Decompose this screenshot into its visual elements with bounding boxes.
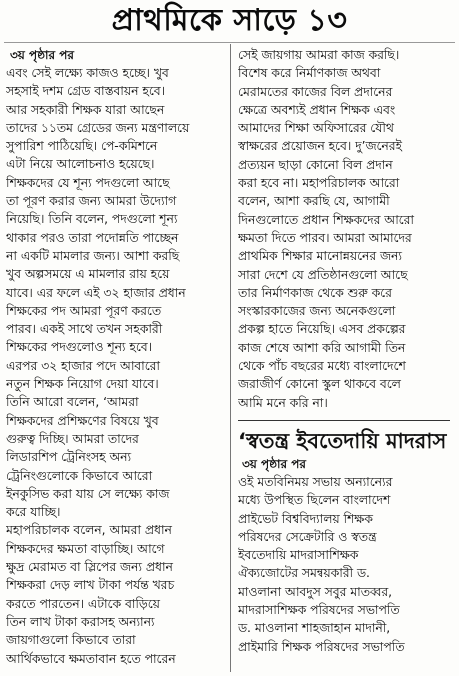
text-line: পরিষদের সেক্রেটারি ও স্বতন্ত্র — [238, 529, 377, 544]
headline-rule — [4, 42, 455, 43]
text-line: প্রকল্প হাতে নিয়েছি। এসব প্রকল্পের — [238, 322, 406, 337]
text-line: গুরুত্ব দিচ্ছি। আমরা তাদের — [6, 431, 139, 446]
text-line: সংস্কারকাজের জন্য অনেকগুলো — [238, 304, 396, 319]
text-line: ক্ষমতা দিতে পারব। আমরা আমাদের — [238, 230, 412, 245]
right-article-text — [238, 46, 450, 412]
text-line: এটা নিয়ে আলোচনাও হয়েছে। — [6, 157, 155, 172]
text-line: নতুন শিক্ষক নিয়োগ দেয়া যাবে। — [6, 377, 159, 392]
headline: প্রাথমিকে সাড়ে ১৩ — [111, 3, 348, 38]
text-line: ক্ষুদ্র মেরামত বা স্লিপের জন্য প্রধান — [6, 560, 173, 575]
text-line: প্রত্যয়ন ছাড়া কোনো বিল প্রদান — [238, 157, 393, 172]
text-line: মাদরাসাশিক্ষক পরিষদের সভাপতি — [238, 603, 400, 618]
text-line: করতে পারতেন। এটাকে বাড়িয়ে — [6, 596, 160, 611]
text-line: শিক্ষকের পদ আমরা পূরণ করতে — [6, 303, 162, 318]
continued-from-kicker: ৩য় পৃষ্ঠার পর — [10, 48, 75, 62]
text-line: তা পূরণ করার জন্য আমরা উদ্যোগ — [6, 194, 177, 209]
text-line: প্রাথমিক শিক্ষার মানোন্নয়নের জন্য — [238, 249, 402, 264]
text-line: ক্ষেত্রে অবশ্যই প্রধান শিক্ষক এবং — [238, 102, 396, 117]
text-line: দিনগুলোতে প্রধান শিক্ষকদের আরো — [238, 212, 414, 227]
text-line: করা হবে না। মহাপরিচালক আরো — [238, 176, 400, 191]
text-line: প্রাইভেট বিশ্ববিদ্যালয় শিক্ষক — [238, 511, 373, 526]
text-line: সহসাই দশম গ্রেড বাস্তবায়ন হবে। — [6, 84, 166, 99]
text-line: খুব অল্পসময়ে এ মামলার রায় হয়ে — [6, 267, 170, 282]
left-column — [6, 46, 218, 668]
text-line: সারা দেশে যে প্রতিষ্ঠানগুলো আছে — [238, 267, 408, 282]
text-line: যাবে। এর ফলে এই ৩২ হাজার প্রধান — [6, 285, 186, 300]
text-line: না একটি মামলার জন্য। আশা করছি — [6, 248, 180, 263]
right-column — [238, 46, 450, 656]
text-line: ওই মতবিনিময় সভায় অন্যান্যের — [238, 474, 393, 489]
text-line: ঐক্যজোটের সমন্বয়কারী ড. — [238, 566, 370, 581]
text-line: তিনি আরো বলেন, ‘আমরা — [6, 395, 139, 410]
text-line: ড. মাওলানা শাহজাহান মাদানী, — [238, 621, 391, 636]
text-line: লিডারশিপ ট্রেনিংসহ অন্য — [6, 450, 132, 465]
text-line: এরপর ৩২ হাজার পদে আবারো — [6, 358, 160, 373]
text-line: ইবতেদায়ি মাদরাসাশিক্ষক — [238, 548, 359, 563]
text-line: করে যাচ্ছি। — [6, 505, 61, 520]
text-line: কাজ শেষে আশা করি আগামী তিন — [238, 340, 406, 355]
madrasa-article-text — [238, 473, 450, 656]
text-line: জরাজীর্ণ কোনো স্কুল থাকবে বলে — [238, 377, 401, 392]
text-line: পারব। একই সাথে তখন সহকারী — [6, 322, 163, 337]
text-line: মেরামতের কাজের বিল প্রদানের — [238, 84, 393, 99]
text-line: বিশেষ করে নির্মাণকাজ অথবা — [238, 66, 381, 81]
text-line: আর্থিকভাবে ক্ষমতাবান হতে পারেন — [6, 651, 176, 666]
text-line: তাদের ১১তম গ্রেডের জন্য মন্ত্রণালয়ে — [6, 120, 190, 135]
column-divider — [230, 44, 231, 672]
text-line: জায়গাগুলো কিভাবে তারা — [6, 633, 136, 648]
text-line: শিক্ষকের পদগুলোও শূন্য হবে। — [6, 340, 153, 355]
text-line: ট্রেনিংগুলোকে কিভাবে আরো — [6, 468, 153, 483]
text-line: থাকার পরও তারা পদোন্নতি পাচ্ছেন — [6, 230, 179, 245]
text-line: শিক্ষকদের যে শূন্য পদগুলো আছে — [6, 175, 170, 190]
text-line: মধ্যে উপস্থিত ছিলেন বাংলাদেশ — [238, 493, 391, 508]
text-line: এবং সেই লক্ষ্যে কাজও হচ্ছে। খুব — [6, 66, 169, 80]
text-line: তার নির্মাণকাজ থেকে শুরু করে — [238, 285, 392, 300]
text-line: নিয়েছি। তিনি বলেন, পদগুলো শূন্য — [6, 212, 178, 227]
text-line: আমি মনে করি না। — [238, 395, 328, 410]
text-line: বলেন, আশা করছি যে, আগামী — [238, 194, 390, 209]
text-line: মহাপরিচালক বলেন, আমরা প্রধান — [6, 523, 172, 538]
text-line: আমাদের শিক্ষা অফিসারের যৌথ — [238, 121, 394, 136]
text-line: ইনকুসিভ করা যায় সে লক্ষ্যে কাজ — [6, 486, 170, 501]
madrasa-subheadline: ‘স্বতন্ত্র ইবতেদায়ি মাদরাস — [238, 428, 447, 453]
text-line: আর সহকারী শিক্ষক যারা আছেন — [6, 102, 165, 117]
section-rule — [238, 420, 450, 421]
text-line: সেই জায়গায় আমরা কাজ করছি। — [238, 48, 400, 62]
text-line: থেকে পাঁচ বছরের মধ্যে বাংলাদেশে — [238, 359, 406, 374]
left-article-text — [6, 64, 218, 668]
text-line: তিন লাখ টাকা করাসহ অন্যান্য — [6, 614, 155, 629]
text-line: স্বাক্ষরের প্রয়োজন হবে। দু’জনেরই — [238, 139, 402, 154]
text-line: শিক্ষকরা দেড় লাখ টাকা পর্যন্ত খরচ — [6, 578, 175, 593]
madrasa-continued-kicker: ৩য় পৃষ্ঠার পর — [242, 456, 307, 471]
text-line: শিক্ষকদের প্রশিক্ষণের বিষয়ে খুব — [6, 413, 159, 428]
text-line: মাওলানা আবদুস সবুর মাতব্বর, — [238, 584, 393, 599]
text-line: শিক্ষকদের ক্ষমতা বাড়াচ্ছি। আগে — [6, 541, 165, 556]
text-line: সুপারিশ পাঠিয়েছি। পে-কমিশনে — [6, 139, 158, 154]
text-line: প্রাইমারি শিক্ষক পরিষদের সভাপতি — [238, 639, 405, 654]
